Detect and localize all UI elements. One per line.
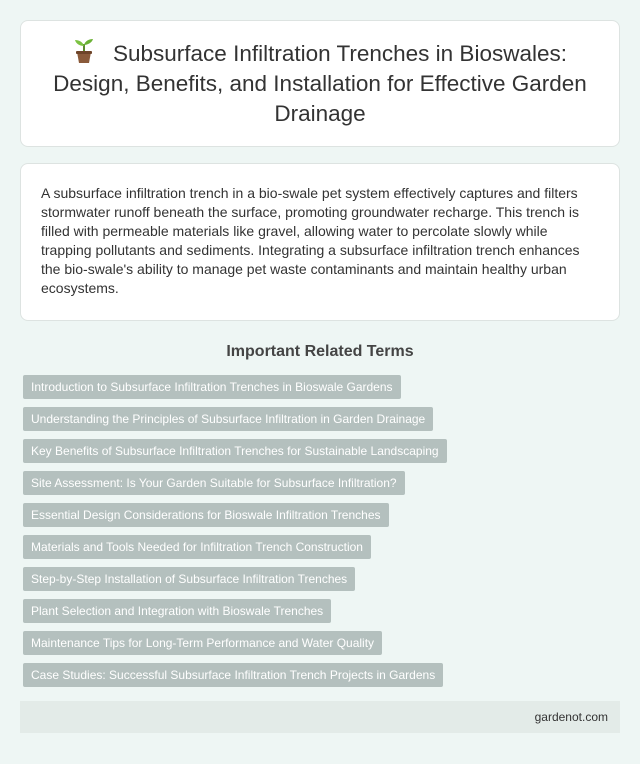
summary-card (20, 163, 620, 321)
related-term-link[interactable]: Step-by-Step Installation of Subsurface Infiltration Trenches (23, 567, 355, 591)
related-term-link[interactable]: Site Assessment: Is Your Garden Suitable for Subsurface Infiltration? (23, 471, 405, 495)
footer (20, 701, 620, 733)
related-term-link[interactable]: Introduction to Subsurface Infiltration Trenches in Bioswale Gardens (23, 375, 401, 399)
page-title-text: Subsurface Infiltration Trenches in Bioswales: Design, Benefits, and Installation for Effective Garden Drainage (53, 41, 587, 126)
page-title (45, 38, 595, 129)
summary-text: A subsurface infiltration trench in a bio-swale pet system effectively captures and filters stormwater runoff beneath the surface, promoting groundwater recharge. This trench is filled with permeable materials like gravel, allowing water to percolate slowly while trapping pollutants and sediments. Integrating a subsurface infiltration trench enhances the bio-swale's ability to manage pet waste contaminants and maintain healthy urban ecosystems. (41, 185, 580, 296)
related-term-link[interactable]: Maintenance Tips for Long-Term Performance and Water Quality (23, 631, 382, 655)
related-term-link[interactable]: Materials and Tools Needed for Infiltration Trench Construction (23, 535, 371, 559)
sprout-icon (73, 38, 95, 64)
footer-site-name: gardenot.com (534, 710, 608, 724)
title-card (20, 20, 620, 147)
related-term-link[interactable]: Case Studies: Successful Subsurface Infiltration Trench Projects in Gardens (23, 663, 443, 687)
related-term-link[interactable]: Essential Design Considerations for Bioswale Infiltration Trenches (23, 503, 389, 527)
related-term-link[interactable]: Understanding the Principles of Subsurface Infiltration in Garden Drainage (23, 407, 433, 431)
related-term-link[interactable]: Plant Selection and Integration with Bioswale Trenches (23, 599, 331, 623)
related-term-link[interactable]: Key Benefits of Subsurface Infiltration Trenches for Sustainable Landscaping (23, 439, 447, 463)
related-terms-heading: Important Related Terms (226, 343, 414, 360)
related-terms-list (20, 375, 620, 687)
